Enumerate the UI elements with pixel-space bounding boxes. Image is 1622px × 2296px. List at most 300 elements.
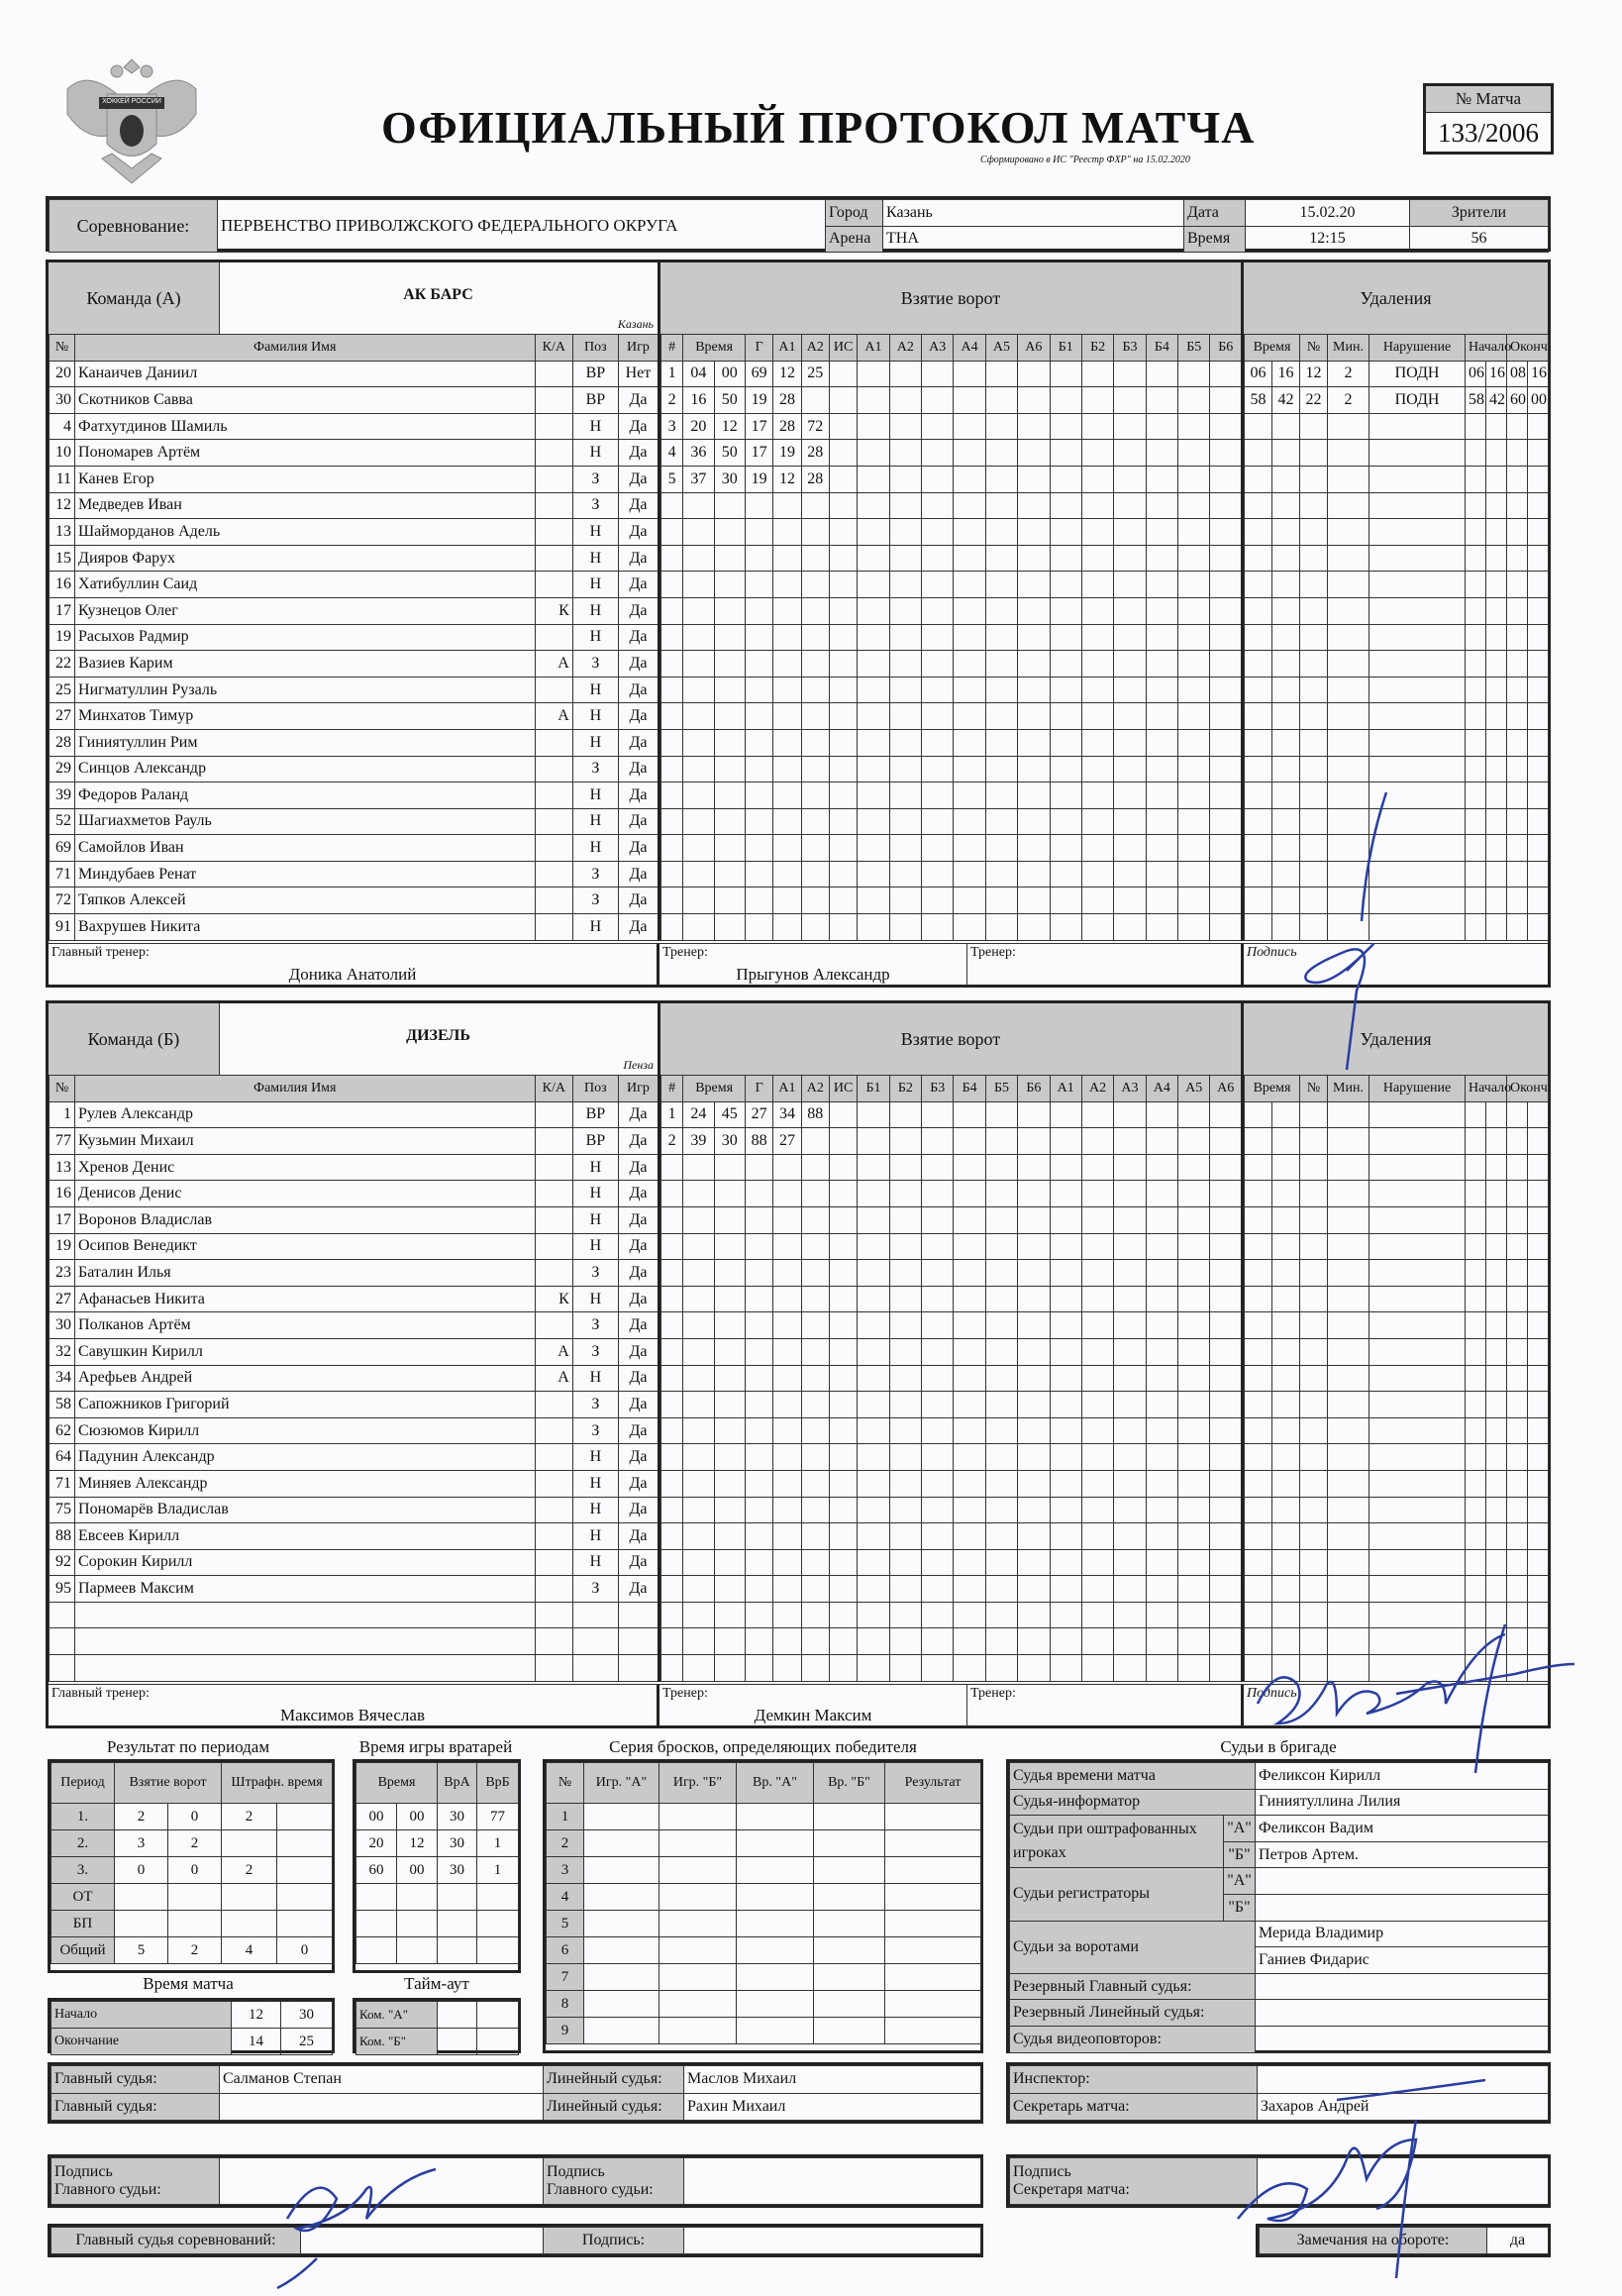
penalty-viol — [1369, 808, 1466, 835]
goalie-mm — [356, 1911, 397, 1937]
onice-cell — [1178, 572, 1210, 598]
shootout-cell — [885, 1804, 981, 1830]
onice-cell — [1210, 1655, 1243, 1682]
penalty-row — [1245, 861, 1549, 887]
onice-cell — [858, 914, 889, 941]
player-ka: А — [535, 651, 572, 678]
penalty-ss — [1272, 861, 1300, 887]
timeout-a-ss — [477, 2002, 519, 2029]
timekeeper: Феликсон Кирилл — [1256, 1763, 1549, 1790]
onice-cell — [1114, 1338, 1146, 1365]
goal-is — [829, 1365, 857, 1392]
goal-is — [829, 1470, 857, 1497]
goal-row — [661, 492, 1243, 519]
goal-a1 — [773, 651, 801, 678]
player-ka — [535, 1497, 572, 1523]
goal-ss — [714, 1338, 745, 1365]
onice-col: А5 — [985, 335, 1017, 362]
penalty-em — [1507, 1497, 1528, 1523]
penalty-min — [1328, 1444, 1369, 1471]
onice-cell — [1050, 887, 1081, 914]
goal-mm — [683, 1286, 714, 1312]
player-ka — [535, 677, 572, 703]
penalty-ss — [1272, 440, 1300, 467]
penalty-sss — [1486, 914, 1507, 941]
goal-n — [661, 1655, 683, 1682]
onice-cell — [1050, 1549, 1081, 1576]
player-played: Да — [618, 651, 659, 678]
goal-row — [661, 1417, 1243, 1444]
onice-cell — [922, 651, 954, 678]
penalty-sss — [1486, 1260, 1507, 1287]
team-b-header — [49, 1003, 1548, 1075]
penalty-no — [1300, 1233, 1328, 1260]
player-number: 58 — [50, 1392, 75, 1418]
onice-cell — [1146, 887, 1177, 914]
shootout-cell — [659, 1937, 737, 1964]
goal-a1: 12 — [773, 361, 801, 387]
period-row — [51, 1911, 333, 1937]
onice-col: Б4 — [954, 1076, 985, 1102]
onice-cell — [1081, 1602, 1113, 1628]
penalty-em — [1507, 1128, 1528, 1155]
onice-cell — [1114, 1233, 1146, 1260]
shootout-cell — [814, 1964, 885, 1991]
shootout-cell — [584, 1937, 659, 1964]
onice-cell — [954, 1497, 985, 1523]
goal-n: 5 — [661, 466, 683, 492]
penalty-es — [1528, 677, 1549, 703]
onice-cell — [1081, 703, 1113, 730]
ref2-sig-field — [684, 2158, 981, 2205]
goal-mm — [683, 1417, 714, 1444]
player-name: Шайморданов Адель — [75, 519, 536, 546]
goalie-a — [438, 1911, 477, 1937]
onice-cell — [954, 361, 985, 387]
goal-ss: 45 — [714, 1101, 745, 1128]
goal-is — [829, 361, 857, 387]
team-a-coaches — [49, 943, 1548, 986]
onice-cell — [922, 1497, 954, 1523]
penalty-row — [1245, 756, 1549, 783]
goalie-b — [477, 1911, 519, 1937]
player-ka — [535, 1549, 572, 1576]
goalie-b: 1 — [477, 1830, 519, 1857]
onice-cell — [1018, 1101, 1050, 1128]
penalty-row — [1245, 914, 1549, 941]
penalty-mm — [1245, 729, 1272, 756]
goal-ss — [714, 1312, 745, 1339]
goal-n — [661, 703, 683, 730]
penalty-sm — [1466, 519, 1486, 546]
onice-cell — [985, 1128, 1017, 1155]
onice-cell — [985, 1655, 1017, 1682]
period-name: ОТ — [51, 1884, 115, 1911]
onice-cell — [1210, 572, 1243, 598]
period-pb — [277, 1830, 333, 1857]
onice-cell — [1018, 1154, 1050, 1181]
goal-g — [745, 1576, 772, 1603]
penalty-em — [1507, 887, 1528, 914]
penalty-no — [1300, 651, 1328, 678]
onice-cell — [1210, 1128, 1243, 1155]
goal-n: 4 — [661, 440, 683, 467]
penalty-no — [1300, 1154, 1328, 1181]
goal-g — [745, 1365, 772, 1392]
penalty-min — [1328, 914, 1369, 941]
team-a-city: Казань — [617, 317, 654, 331]
goal-row — [661, 1655, 1243, 1682]
penalty-min — [1328, 729, 1369, 756]
goal-g — [745, 624, 772, 651]
onice-cell — [1210, 597, 1243, 624]
logo-text: ХОККЕЙ РОССИИ — [102, 98, 161, 105]
penalty-sss — [1486, 1338, 1507, 1365]
penalty-mm: 58 — [1245, 387, 1272, 414]
goal-is — [829, 914, 857, 941]
player-played: Да — [618, 1497, 659, 1523]
penalty-min — [1328, 492, 1369, 519]
shootout-title: Серия бросков, определяющих победителя — [609, 1737, 917, 1756]
goal-n: 2 — [661, 1128, 683, 1155]
shootout-no: 3 — [547, 1857, 584, 1884]
goal-ss — [714, 1523, 745, 1550]
penalty-row — [1245, 361, 1549, 387]
city-label: Город — [826, 200, 883, 227]
player-played — [618, 1602, 659, 1628]
onice-cell — [858, 387, 889, 414]
penalty-sss — [1486, 703, 1507, 730]
onice-cell — [1178, 492, 1210, 519]
goal-a2 — [801, 1206, 829, 1233]
onice-cell — [1146, 1128, 1177, 1155]
goal-a2 — [801, 835, 829, 862]
player-played: Нет — [618, 361, 659, 387]
shootout-col-ga: Вр. "А" — [737, 1763, 814, 1804]
player-position: Н — [572, 1154, 618, 1181]
onice-cell — [1018, 808, 1050, 835]
referees-box — [48, 2062, 983, 2124]
goal-ss — [714, 808, 745, 835]
player-row — [50, 1628, 659, 1655]
player-position: ВР — [572, 361, 618, 387]
player-played: Да — [618, 466, 659, 492]
pen-col-start: Начало — [1466, 1076, 1507, 1102]
player-position: Н — [572, 1444, 618, 1471]
goal-n — [661, 1365, 683, 1392]
player-row — [50, 887, 659, 914]
onice-cell — [1018, 519, 1050, 546]
penalty-viol — [1369, 835, 1466, 862]
match-end-m: 25 — [281, 2029, 333, 2055]
team-b-coach-box — [659, 1685, 967, 1726]
player-position: З — [572, 887, 618, 914]
shootout-row — [547, 1884, 981, 1911]
onice-cell — [889, 1470, 921, 1497]
goal-n — [661, 729, 683, 756]
player-number: 17 — [50, 597, 75, 624]
goal-a1 — [773, 1470, 801, 1497]
goalie-a: 30 — [438, 1804, 477, 1830]
penalty-mm — [1245, 1260, 1272, 1287]
player-number: 64 — [50, 1444, 75, 1471]
penalty-sm: 58 — [1466, 387, 1486, 414]
onice-cell — [1018, 545, 1050, 572]
onice-cell — [1178, 1392, 1210, 1418]
onice-cell — [889, 1101, 921, 1128]
onice-cell — [954, 703, 985, 730]
penalty-min — [1328, 1101, 1369, 1128]
timeout-b-label: Ком. "Б" — [356, 2029, 438, 2055]
player-number: 27 — [50, 703, 75, 730]
onice-cell — [858, 466, 889, 492]
penalty-row — [1245, 387, 1549, 414]
onice-cell — [1050, 914, 1081, 941]
team-b-section — [46, 1000, 1551, 1728]
period-name: 3. — [51, 1857, 115, 1884]
goal-a2: 28 — [801, 440, 829, 467]
player-position: Н — [572, 1523, 618, 1550]
player-position: Н — [572, 1470, 618, 1497]
goal-row — [661, 1181, 1243, 1207]
goal-ss — [714, 624, 745, 651]
shootout-cell — [885, 1991, 981, 2018]
onice-cell — [922, 1602, 954, 1628]
onice-cell — [1210, 1602, 1243, 1628]
goal-n — [661, 1549, 683, 1576]
player-ka — [535, 1523, 572, 1550]
shootout-cell — [659, 1964, 737, 1991]
sec-sig-field — [1258, 2158, 1549, 2205]
onice-cell — [922, 440, 954, 467]
onice-cell — [954, 887, 985, 914]
shootout-row — [547, 1964, 981, 1991]
onice-cell — [889, 440, 921, 467]
goal-a2 — [801, 1444, 829, 1471]
goal-a2 — [801, 1417, 829, 1444]
col-no: № — [50, 335, 75, 362]
penalty-min — [1328, 783, 1369, 809]
goalie-row — [356, 1857, 519, 1884]
penalty-em — [1507, 1470, 1528, 1497]
player-row — [50, 361, 659, 387]
goal-mm — [683, 835, 714, 862]
goal-col-is: ИС — [829, 1076, 857, 1102]
player-name: Падунин Александр — [75, 1444, 536, 1471]
goalie-mm: 60 — [356, 1857, 397, 1884]
onice-cell — [1178, 1602, 1210, 1628]
shootout-cell — [885, 2018, 981, 2044]
onice-cell — [889, 756, 921, 783]
penalty-viol — [1369, 1444, 1466, 1471]
penalty-es — [1528, 835, 1549, 862]
onice-cell — [1210, 1549, 1243, 1576]
penalty-viol — [1369, 1628, 1466, 1655]
player-played: Да — [618, 861, 659, 887]
onice-cell — [1114, 1417, 1146, 1444]
player-row — [50, 466, 659, 492]
onice-cell — [922, 1101, 954, 1128]
penalty-sm — [1466, 413, 1486, 440]
line2: Рахин Михаил — [684, 2093, 981, 2121]
goalie-col-a: ВрА — [438, 1763, 477, 1804]
onice-cell — [1146, 914, 1177, 941]
goal-mm: 24 — [683, 1101, 714, 1128]
penalty-es — [1528, 1260, 1549, 1287]
player-played: Да — [618, 1417, 659, 1444]
goalie-row — [356, 1804, 519, 1830]
penalty-no — [1300, 914, 1328, 941]
onice-cell — [1018, 861, 1050, 887]
goal-ss — [714, 1233, 745, 1260]
onice-cell — [1210, 519, 1243, 546]
onice-cell — [985, 887, 1017, 914]
goal-a1 — [773, 1523, 801, 1550]
goal-mm — [683, 572, 714, 598]
goalie-a — [438, 1884, 477, 1911]
player-position: Н — [572, 1206, 618, 1233]
onice-cell — [1146, 835, 1177, 862]
player-row — [50, 1549, 659, 1576]
timeout-box — [353, 1998, 521, 2053]
goal-row — [661, 361, 1243, 387]
onice-cell — [985, 624, 1017, 651]
penalty-row — [1245, 1260, 1549, 1287]
goal-g: 17 — [745, 413, 772, 440]
goal-ss — [714, 835, 745, 862]
onice-cell — [889, 1365, 921, 1392]
onice-cell — [922, 677, 954, 703]
team-b-penalties — [1244, 1075, 1552, 1682]
goal-judge-2: Ганиев Фидарис — [1256, 1947, 1549, 1974]
player-name: Тяпков Алексей — [75, 887, 536, 914]
player-row — [50, 545, 659, 572]
goal-is — [829, 808, 857, 835]
penalty-mm — [1245, 597, 1272, 624]
onice-cell — [1178, 729, 1210, 756]
competition-label: Соревнование: — [50, 200, 218, 253]
penalty-row — [1245, 651, 1549, 678]
penalty-es — [1528, 1312, 1549, 1339]
onice-cell — [1146, 1523, 1177, 1550]
goalie-a — [438, 1937, 477, 1964]
onice-cell — [922, 545, 954, 572]
penalty-mm — [1245, 572, 1272, 598]
onice-cell — [858, 1470, 889, 1497]
goal-a2 — [801, 677, 829, 703]
officials-title: Судьи в бригаде — [1220, 1737, 1337, 1756]
player-name: Пономарёв Владислав — [75, 1497, 536, 1523]
goal-a1 — [773, 1444, 801, 1471]
penalty-es — [1528, 808, 1549, 835]
goal-a2 — [801, 703, 829, 730]
goal-n — [661, 1576, 683, 1603]
penalty-row — [1245, 835, 1549, 862]
onice-cell — [985, 519, 1017, 546]
shootout-no: 6 — [547, 1937, 584, 1964]
col-pos: Поз — [572, 1076, 618, 1102]
penalty-ss — [1272, 1312, 1300, 1339]
penalty-ss — [1272, 1497, 1300, 1523]
onice-cell — [1178, 1338, 1210, 1365]
period-pb — [277, 1911, 333, 1937]
penalty-es — [1528, 1154, 1549, 1181]
coach-label: Тренер: — [662, 1686, 708, 1701]
penalty-em — [1507, 1154, 1528, 1181]
penalty-sm — [1466, 783, 1486, 809]
onice-cell — [858, 783, 889, 809]
period-ga: 0 — [115, 1857, 168, 1884]
player-position: З — [572, 1576, 618, 1603]
onice-cell — [1114, 1260, 1146, 1287]
onice-cell — [1178, 1181, 1210, 1207]
goalie-row — [356, 1830, 519, 1857]
onice-cell — [985, 729, 1017, 756]
player-ka — [535, 756, 572, 783]
goal-n — [661, 1470, 683, 1497]
onice-cell — [985, 1628, 1017, 1655]
player-position: З — [572, 1260, 618, 1287]
onice-cell — [889, 729, 921, 756]
penalty-es — [1528, 1523, 1549, 1550]
onice-cell — [954, 1286, 985, 1312]
goal-col-n: # — [661, 1076, 683, 1102]
player-ka — [535, 729, 572, 756]
goal-is — [829, 1154, 857, 1181]
onice-cell — [889, 887, 921, 914]
player-played: Да — [618, 1470, 659, 1497]
player-number: 13 — [50, 1154, 75, 1181]
player-played: Да — [618, 1206, 659, 1233]
goal-a1: 12 — [773, 466, 801, 492]
penalty-no — [1300, 783, 1328, 809]
pen-col-min: Мин. — [1328, 335, 1369, 362]
team-a-signature-box — [1244, 944, 1548, 986]
penalty-mm — [1245, 624, 1272, 651]
goal-mm — [683, 1576, 714, 1603]
goal-a2 — [801, 1233, 829, 1260]
penalty-em — [1507, 756, 1528, 783]
goal-mm — [683, 1365, 714, 1392]
period-pa: 2 — [222, 1804, 277, 1830]
onice-cell — [1114, 756, 1146, 783]
penalty-row — [1245, 1154, 1549, 1181]
player-played: Да — [618, 492, 659, 519]
onice-cell — [922, 1549, 954, 1576]
onice-cell — [858, 1260, 889, 1287]
onice-cell — [985, 677, 1017, 703]
player-number: 71 — [50, 861, 75, 887]
goal-mm — [683, 1655, 714, 1682]
goal-is — [829, 783, 857, 809]
onice-cell — [954, 519, 985, 546]
shootout-box — [543, 1759, 983, 2053]
team-b-name: ДИЗЕЛЬ — [406, 1027, 470, 1044]
player-played: Да — [618, 597, 659, 624]
goal-a2: 25 — [801, 361, 829, 387]
goal-a2: 28 — [801, 466, 829, 492]
onice-cell — [889, 1628, 921, 1655]
period-pa — [222, 1830, 277, 1857]
penalty-row — [1245, 1602, 1549, 1628]
player-row — [50, 1497, 659, 1523]
period-name: 1. — [51, 1804, 115, 1830]
penalty-sss — [1486, 1470, 1507, 1497]
onice-cell — [1146, 466, 1177, 492]
penalty-viol: ПОДН — [1369, 361, 1466, 387]
player-ka — [535, 1154, 572, 1181]
shootout-col-pa: Игр. "А" — [584, 1763, 659, 1804]
